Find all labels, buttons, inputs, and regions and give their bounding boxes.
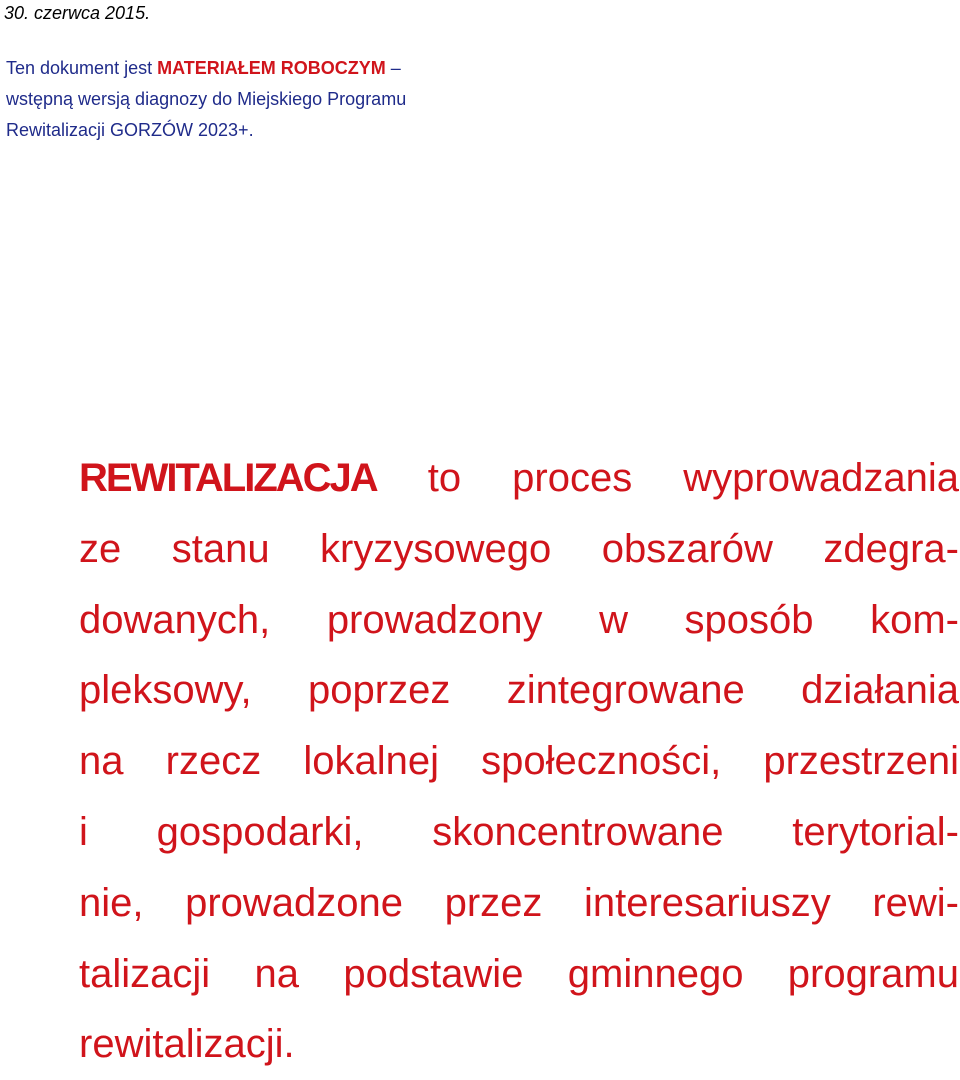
definition-line-7: nie, prowadzone przez interesariuszy rewi- [79,880,959,925]
note-prefix: Ten dokument jest [6,58,158,78]
document-date: 30. czerwca 2015. [4,3,151,23]
definition-line-2: ze stanu kryzysowego obszarów zdegra- [79,526,959,571]
note-dash: – [385,58,401,78]
definition-line-9: rewitalizacji. [79,1022,295,1067]
working-material-highlight: MATERIAŁEM ROBOCZYM [157,58,386,78]
definition-line-4: pleksowy, poprzez zintegrowane działania [79,668,959,713]
definition-line-6: i gospodarki, skoncentrowane terytorial- [79,809,959,854]
definition-term: REWITALIZACJA [79,456,377,500]
note-line-1 [6,53,566,84]
working-draft-note [6,53,566,146]
definition-line-1 [79,443,959,514]
definition-line-5: na rzecz lokalnej społeczności, przestrzeni [79,739,959,784]
note-line-2: wstępną wersją diagnozy do Miejskiego Programu [6,89,407,109]
definition-line-8: talizacji na podstawie gminnego programu [79,951,959,996]
note-line-3: Rewitalizacji GORZÓW 2023+. [6,120,254,140]
definition-line-1-rest: to proces wyprowadzania [376,456,959,500]
revitalization-definition [79,443,959,1080]
definition-line-3: dowanych, prowadzony w sposób kom- [79,597,959,642]
